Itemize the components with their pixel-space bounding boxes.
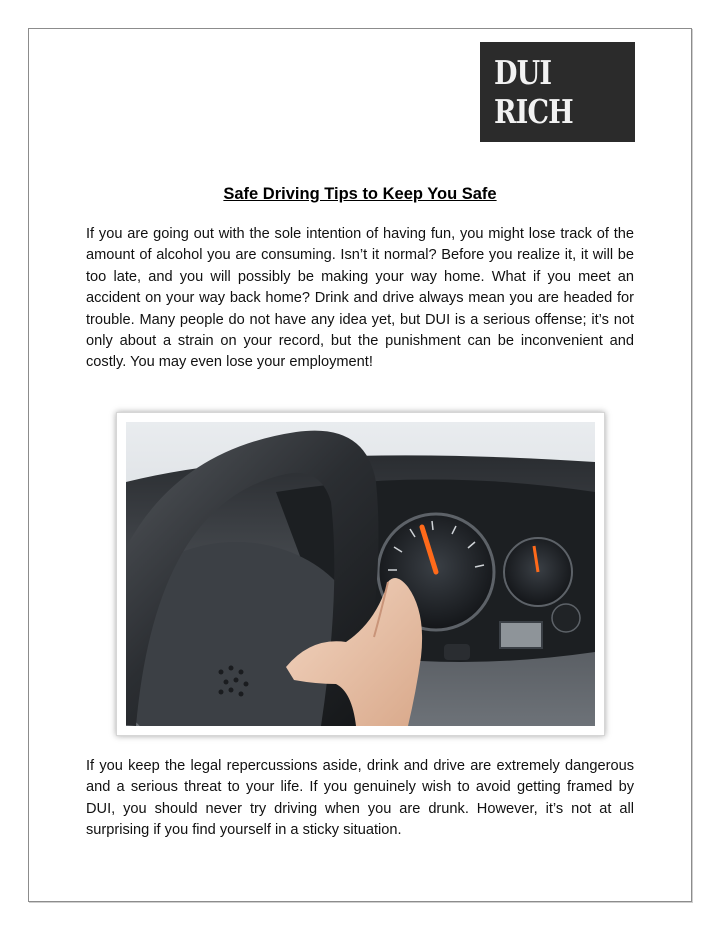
steering-wheel-photo	[116, 412, 605, 736]
hand-on-steering-wheel-image	[126, 422, 595, 726]
article-paragraph-1: If you are going out with the sole intention of having fun, you might lose track of the amount of alcohol you are consuming. Isn’t it normal? Before you realize it, it will be too late, and you will possibly be making your way home. What if you meet an accident on your way back home? Drink and drive always mean you are headed for trouble. Many people do not have any idea yet, but DUI is a serious offense; it’s not only about a strain on your record, but the punishment can be inconvenient and costly. You may even lose your employment!	[86, 226, 634, 371]
brand-logo-text: DUI RICH	[493, 53, 573, 131]
article-title: Safe Driving Tips to Keep You Safe	[223, 185, 497, 203]
brand-logo	[480, 42, 635, 142]
article-paragraph-2: If you keep the legal repercussions aside, drink and drive are extremely dangerous and a serious threat to your life. If you genuinely wish to avoid getting framed by DUI, you should never try driving when you are drunk. However, it’s not at all surprising if you find yourself in a sticky situation.	[86, 758, 634, 839]
